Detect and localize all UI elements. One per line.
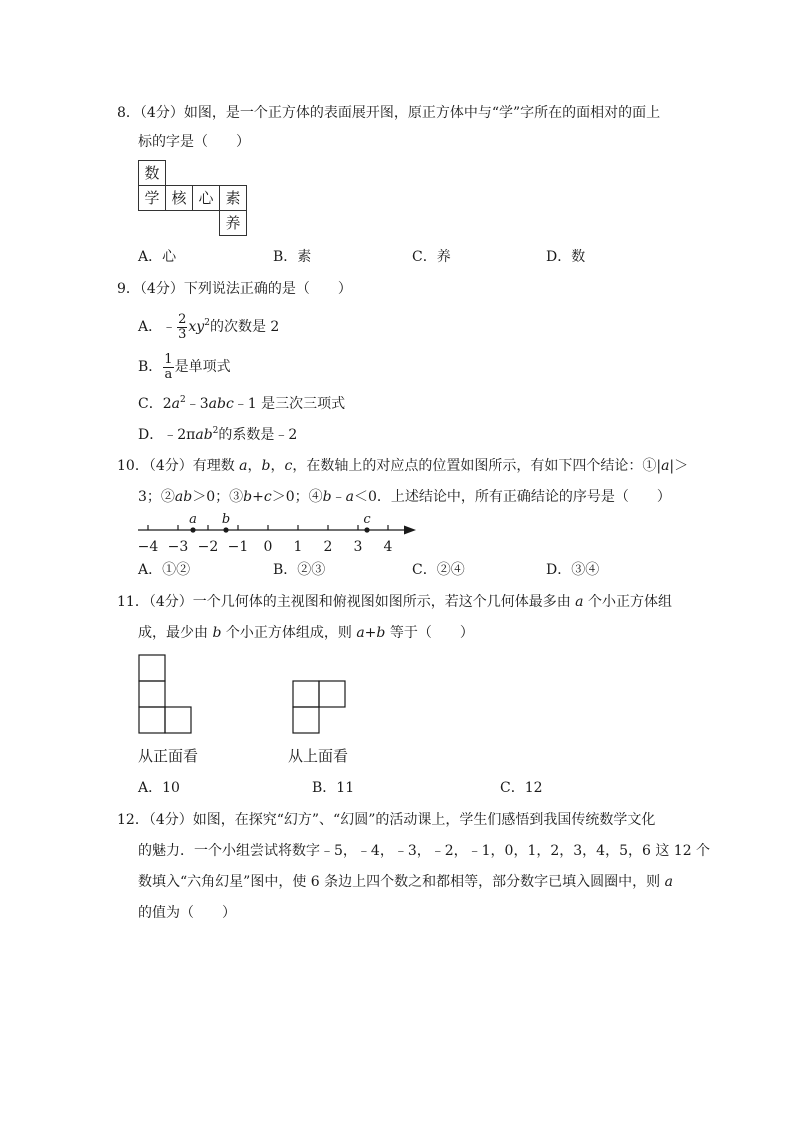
fraction [163,353,173,382]
text: 成，最少由 [138,625,213,641]
top-view-figure [292,680,348,736]
text: 10．（4分）有理数 [117,458,240,474]
q10-option-d[interactable]: D．③④ [546,562,600,578]
q11-stem-line2 [138,624,474,642]
net-cell: 素 [219,185,247,211]
denominator: a [164,366,173,382]
q9-stem: 9．（4分）下列说法正确的是（ ） [117,281,352,297]
variable: b [261,458,271,474]
q12-stem-line1: 12．（4分）如图，在探究“幻方”、“幻圆”的活动课上，学生们感悟到我国传统数学文化 [117,812,656,828]
q11-stem-line1 [117,593,672,611]
point-marker [223,527,228,532]
text: 等于（ ） [385,625,474,641]
q12-stem-line3 [138,873,673,891]
number-line [130,508,430,558]
axis-tick-label: −2 [197,539,219,555]
variable: b [212,625,222,641]
variable: xy [188,319,205,335]
text: 是单项式 [174,359,231,375]
text: B． [138,359,163,375]
q9-option-c[interactable] [138,395,345,413]
axis-tick-label: −3 [167,539,189,555]
text: ＜0．上述结论中，所有正确结论的序号是（ ） [353,489,671,505]
exponent: 2 [179,395,186,405]
text: 的次数是 2 [209,319,280,335]
text: 数填入“六角幻星”图中，使 6 条边上四个数之和都相等，部分数字已填入圆圈中，则 [138,874,665,890]
variable: a [661,458,670,474]
text: ＞0；③ [192,489,244,505]
q11-option-b[interactable]: B．11 [312,780,355,796]
view-square [319,681,345,707]
text: ﹣ [331,489,346,505]
net-cell: 核 [165,185,193,211]
q8-option-c[interactable]: C．养 [412,249,451,265]
q10-stem-line1 [117,457,688,475]
net-cell: 数 [138,160,166,186]
denominator: 3 [178,326,187,342]
front-view-caption: 从正面看 [138,747,199,765]
q10-stem-line2 [138,488,671,506]
variable: ab [174,489,193,505]
text: D．﹣2π [138,427,196,443]
net-cell: 学 [138,185,166,211]
text: ， [247,458,262,474]
point-marker [364,527,369,532]
text: 的系数是﹣2 [218,427,298,443]
axis-tick-label: −4 [137,539,159,555]
fraction [177,313,187,342]
q9-option-a[interactable] [138,312,279,342]
view-square [293,681,319,707]
view-square [139,655,165,681]
text: ﹣1 是三次三项式 [233,396,346,412]
variable: a [345,489,354,505]
point-label: b [221,512,231,527]
q11-option-c[interactable]: C．12 [500,780,543,796]
q12-stem-line2: 的魅力．一个小组尝试将数字﹣5，﹣4，﹣3，﹣2，﹣1，0，1，2，3，4，5，6 这 12 个 [138,843,711,859]
q12-stem-line4: 的值为（ ） [138,905,236,921]
axis-tick-label: 0 [263,539,273,555]
variable: b+c [243,489,272,505]
text: 11．（4分）一个几何体的主视图和俯视图如图所示，若这个几何体最多由 [117,594,576,610]
net-cell: 心 [192,185,220,211]
front-view-figure [138,654,194,736]
text: A．﹣ [138,319,177,335]
text: ﹣3 [185,396,209,412]
view-square [293,707,319,733]
net-cell: 养 [219,210,247,236]
point-label: a [189,512,197,527]
view-square [165,707,191,733]
variable: b [322,489,332,505]
variable: c [284,458,293,474]
axis-tick-label: 3 [353,539,363,555]
variable: a+b [356,625,386,641]
q8-stem-line2: 标的字是（ ） [138,134,250,150]
point-marker [190,527,195,532]
text: ＞0；④ [271,489,323,505]
q8-stem-line1: 8．（4分）如图，是一个正方体的表面展开图，原正方体中与“学”字所在的面相对的面上 [117,105,661,121]
axis-tick-label: −1 [227,539,249,555]
q8-option-a[interactable]: A．心 [138,249,177,265]
numerator: 1 [164,351,173,367]
variable: ab [195,427,213,443]
axis-tick-label: 1 [293,539,303,555]
exponent: 2 [204,318,210,328]
variable: a [171,396,180,412]
variable: a [239,458,248,474]
q10-option-b[interactable]: B．②③ [273,562,326,578]
variable: a [664,874,673,890]
text: 个小正方体组成，则 [221,625,357,641]
axis-tick-label: 4 [383,539,393,555]
exponent: 2 [212,426,219,436]
text: 3；② [138,489,175,505]
q11-option-a[interactable]: A．10 [138,780,180,796]
text: C．2 [138,396,172,412]
text: |＞ [669,458,689,474]
q10-option-a[interactable]: A．①② [138,562,191,578]
text: ，在数轴上的对应点的位置如图所示，有如下四个结论：①| [292,458,662,474]
view-square [139,707,165,733]
arrow-icon [404,526,416,535]
text: ， [270,458,285,474]
variable: abc [208,396,234,412]
q10-option-c[interactable]: C．②④ [412,562,465,578]
view-square [139,681,165,707]
q8-option-d[interactable]: D．数 [546,249,586,265]
text: 个小正方体组 [583,594,672,610]
q8-option-b[interactable]: B．素 [273,249,312,265]
numerator: 2 [178,311,187,327]
q9-option-b[interactable] [138,352,231,382]
q9-option-d[interactable] [138,426,297,444]
top-view-caption: 从上面看 [288,747,349,765]
point-label: c [363,512,371,527]
axis-tick-label: 2 [323,539,333,555]
variable: a [575,594,584,610]
